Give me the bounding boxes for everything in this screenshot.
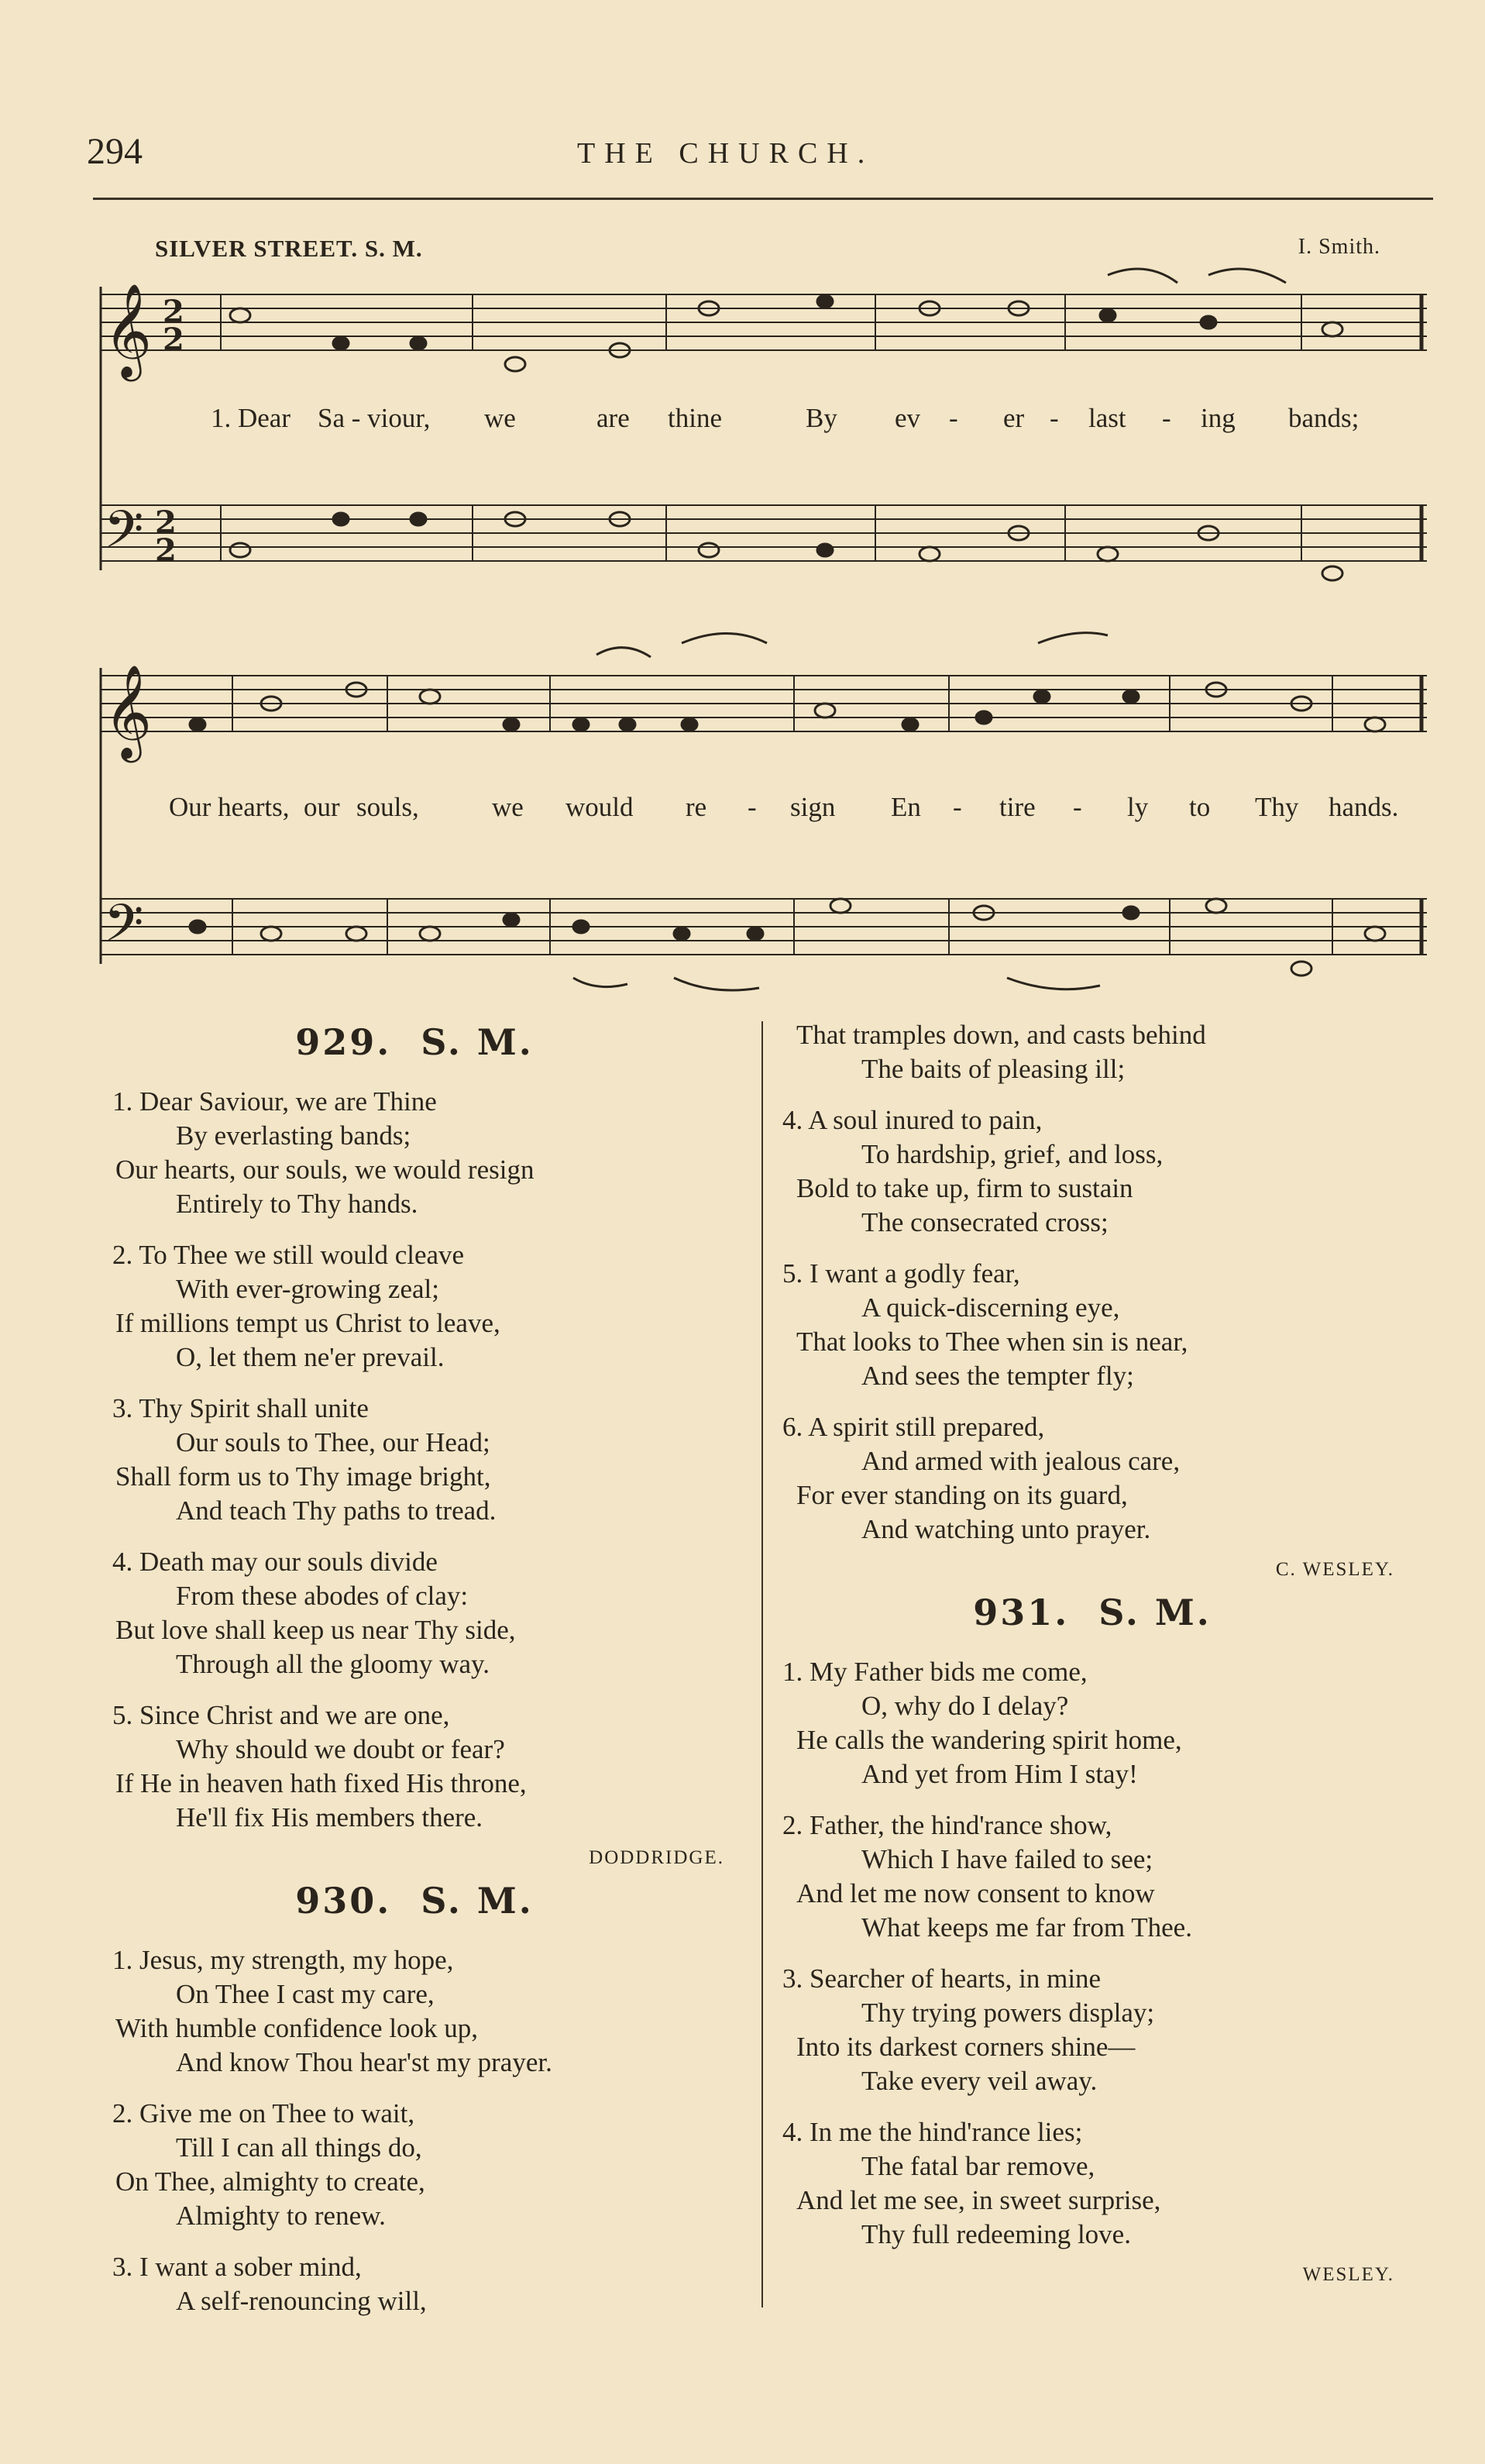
svg-text:2: 2	[163, 322, 184, 358]
lyric-syllable: -	[748, 792, 757, 822]
lyric-syllable: hands.	[1329, 792, 1399, 822]
stanza: 2. Father, the hind'rance show, Which I have failed to see; And let me now consent to know What keeps me far from Thee.	[782, 1810, 1192, 1943]
page-number: 294	[87, 131, 143, 172]
lyric-syllable: to	[1189, 792, 1211, 822]
lyric-syllable: tire	[999, 792, 1036, 822]
hymn-number-heading: 929. S. M.	[295, 1021, 534, 1063]
tune-title: SILVER STREET. S. M.	[155, 235, 423, 262]
lyric-syllable: By	[806, 403, 837, 433]
lyric-syllable: our	[304, 792, 340, 822]
svg-text:2: 2	[155, 504, 177, 541]
stanza: 1. Jesus, my strength, my hope, On Thee I cast my care, With humble confidence look up, And know Thou hear'st my prayer.	[112, 1945, 552, 2077]
lyric-syllable: -	[1073, 792, 1082, 822]
stanza: 2. Give me on Thee to wait, Till I can all things do, On Thee, almighty to create, Almighty to renew.	[112, 2098, 425, 2231]
stanza: 2. To Thee we still would cleave With ever-growing zeal; If millions tempt us Christ to leave, O, let them ne'er prevail.	[112, 1240, 500, 1372]
stanza: 4. In me the hind'rance lies; The fatal bar remove, And let me see, in sweet surprise, Thy full redeeming love.	[782, 2117, 1161, 2249]
lyric-syllable: we	[484, 403, 516, 433]
lyric-syllable: Our hearts,	[169, 792, 290, 822]
hymn-author: C. WESLEY.	[1275, 1559, 1394, 1580]
lyric-syllable: ing	[1201, 403, 1236, 433]
stanza: 4. Death may our souls divide From these abodes of clay: But love shall keep us near Thy side, Through all the gloomy way.	[112, 1547, 516, 1679]
column-divider	[761, 1021, 763, 2307]
system2-treble-staff	[101, 676, 1427, 731]
music-score	[0, 0, 1485, 1007]
running-head: THE CHURCH.	[577, 137, 875, 170]
system1-bass-staff	[101, 505, 1427, 561]
lyric-syllable: -	[949, 403, 958, 433]
lyric-syllable: thine	[668, 403, 722, 433]
stanza: 5. I want a godly fear, A quick-discerning eye, That looks to Thee when sin is near, And sees the tempter fly;	[782, 1258, 1188, 1391]
stanza-continued: That tramples down, and casts behind The baits of pleasing ill;	[796, 1020, 1206, 1084]
lyric-syllable: -	[953, 792, 962, 822]
stanza: 6. A spirit still prepared, And armed with jealous care, For ever standing on its guard, And watching unto prayer.	[782, 1412, 1181, 1544]
stanza: 4. A soul inured to pain, To hardship, grief, and loss, Bold to take up, firm to sustain The consecrated cross;	[782, 1105, 1164, 1237]
stanza: 1. My Father bids me come, O, why do I delay? He calls the wandering spirit home, And yet from Him I stay!	[782, 1657, 1182, 1789]
hymn-author: WESLEY.	[1302, 2264, 1394, 2285]
lyric-syllable: would	[565, 792, 634, 822]
system1-treble-staff	[101, 294, 1427, 350]
hymn-number-heading: 931. S. M.	[973, 1592, 1212, 1633]
lyric-syllable: sign	[790, 792, 836, 822]
lyric-syllable: Thy	[1255, 792, 1299, 822]
svg-text:2: 2	[163, 294, 184, 330]
bass-clef-icon: 𝄢	[104, 893, 144, 965]
left-column	[105, 1015, 724, 2335]
lyric-syllable: bands;	[1288, 403, 1360, 433]
lyric-syllable: ev	[895, 403, 921, 433]
lyric-syllable: souls,	[356, 792, 419, 822]
treble-clef-icon: 𝄞	[104, 283, 153, 377]
lyric-syllable: -	[1050, 403, 1059, 433]
lyric-syllable: Sa - viour,	[318, 403, 431, 433]
lyric-syllable: we	[492, 792, 524, 822]
lyric-syllable: -	[1162, 403, 1171, 433]
stanza: 3. Searcher of hearts, in mine Thy trying powers display; Into its darkest corners shine— Take every veil away.	[782, 1963, 1155, 2096]
svg-text:2: 2	[155, 532, 177, 569]
lyric-syllable: last	[1088, 403, 1126, 433]
lyric-syllable: are	[596, 403, 630, 433]
stanza: 3. I want a sober mind, A self-renouncing will,	[112, 2252, 427, 2316]
lyric-syllable: ly	[1127, 792, 1149, 822]
tune-composer: I. Smith.	[1298, 235, 1380, 259]
lyric-syllable: re	[686, 792, 707, 822]
system2-bass-staff	[101, 899, 1427, 955]
lyric-syllable: er	[1003, 403, 1025, 433]
stanza: 3. Thy Spirit shall unite Our souls to Thee, our Head; Shall form us to Thy image bright, And teach Thy paths to tread.	[112, 1393, 497, 1526]
stanza: 5. Since Christ and we are one, Why should we doubt or fear? If He in heaven hath fixed His throne, He'll fix His members there.	[112, 1700, 527, 1833]
stanza: 1. Dear Saviour, we are Thine By everlasting bands; Our hearts, our souls, we would resign Entirely to Thy hands.	[112, 1086, 535, 1219]
hymn-number-heading: 930. S. M.	[295, 1880, 534, 1922]
treble-clef-icon: 𝄞	[104, 664, 153, 759]
lyric-syllable: En	[891, 792, 921, 822]
bass-clef-icon: 𝄢	[104, 500, 144, 572]
right-column	[775, 1015, 1410, 2297]
lyric-syllable: 1. Dear	[211, 403, 291, 433]
hymn-author: DODDRIDGE.	[589, 1847, 724, 1868]
